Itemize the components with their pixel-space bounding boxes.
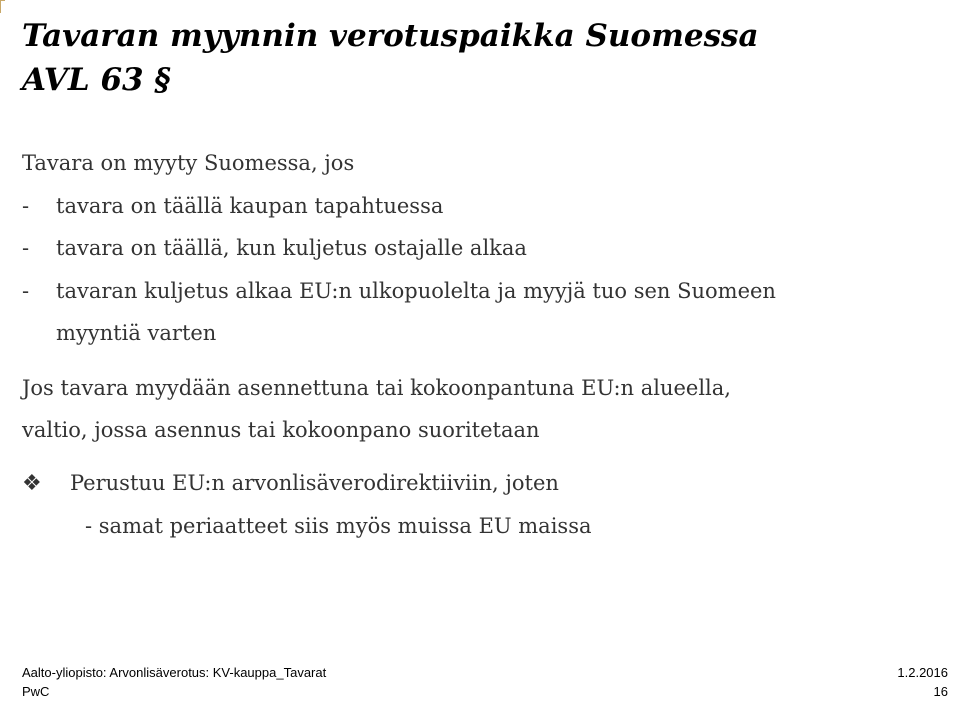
footer-date: 1.2.2016 — [897, 665, 948, 680]
dash-item-2 — [22, 227, 942, 270]
corner-mark — [0, 0, 5, 13]
footer-course-title: Aalto-yliopisto: Arvonlisäverotus: KV-kauppa_Tavarat — [22, 665, 327, 680]
bullet-item — [22, 462, 942, 506]
bullet-text: Perustuu EU:n arvonlisäverodirektiiviin, joten — [70, 470, 559, 495]
title-line-2: AVL 63 § — [22, 62, 171, 98]
slide-content — [22, 142, 942, 548]
title-line-1: Tavaran myynnin verotuspaikka Suomessa — [22, 18, 759, 54]
dash-item-text: tavara on täällä kaupan tapahtuessa — [56, 193, 444, 218]
spacer — [22, 355, 942, 367]
paragraph-line-2: valtio, jossa asennus tai kokoonpano suoritetaan — [22, 418, 540, 442]
bullet-subtext: - samat periaatteet siis myös muissa EU maissa — [85, 514, 592, 538]
dash-item-1 — [22, 185, 942, 228]
intro-text: Tavara on myyty Suomessa, jos — [22, 151, 355, 175]
dash-item-text: tavaran kuljetus alkaa EU:n ulkopuolelta ja myyjä tuo sen Suomeen — [56, 278, 776, 303]
dash-marker: - — [22, 236, 30, 260]
spacer — [22, 452, 942, 462]
paragraph-line-1: Jos tavara myydään asennettuna tai kokoonpantuna EU:n alueella, — [22, 375, 731, 400]
dash-marker: - — [22, 278, 30, 303]
dash-marker: - — [22, 193, 30, 218]
footer-page-number: 16 — [933, 684, 948, 699]
dash-item-text: tavara on täällä, kun kuljetus ostajalle alkaa — [56, 236, 527, 260]
dash-item-continuation: myyntiä varten — [56, 321, 217, 345]
slide-footer — [22, 663, 948, 701]
slide-title — [22, 14, 759, 102]
footer-company: PwC — [22, 684, 50, 699]
dash-item-3 — [22, 270, 942, 313]
diamond-bullet-icon: ❖ — [22, 470, 42, 496]
